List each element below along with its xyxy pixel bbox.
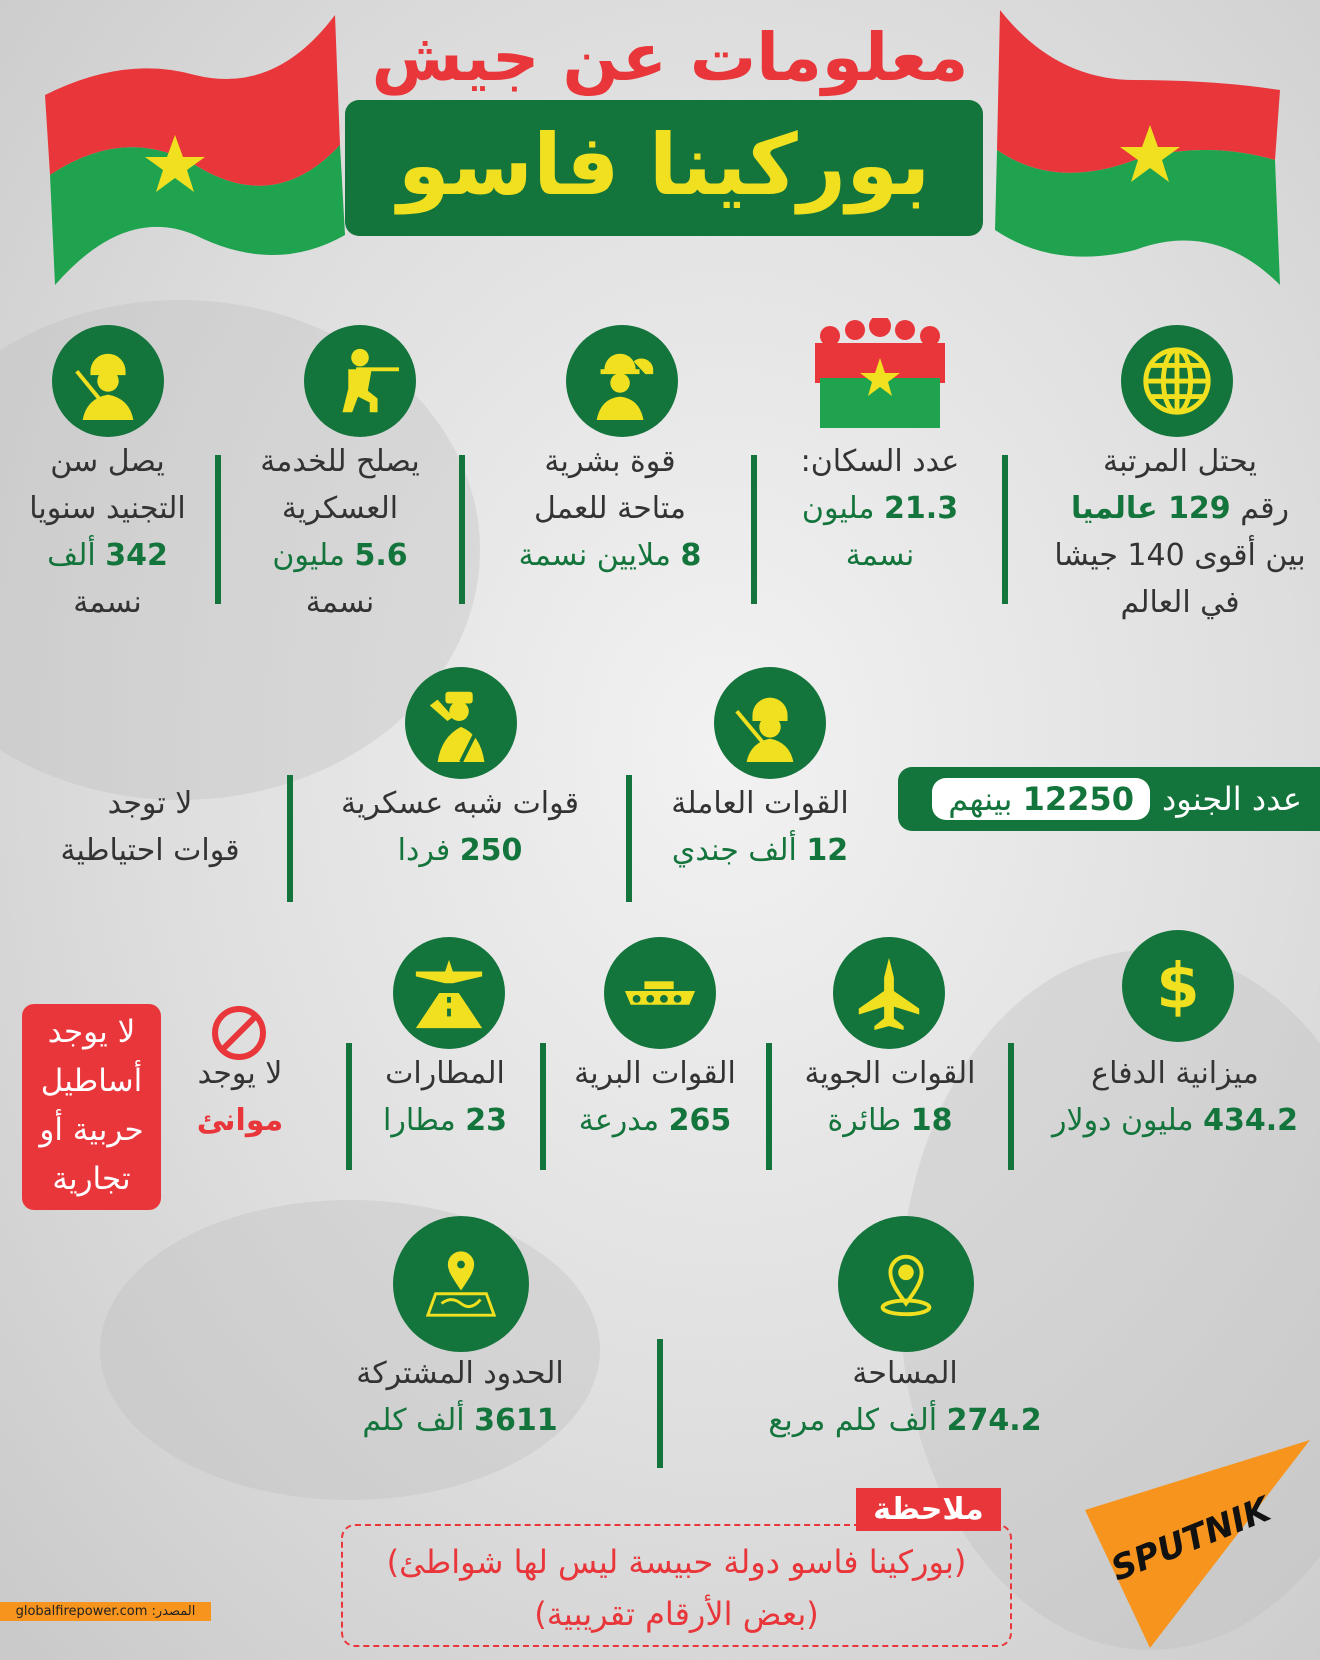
soldiers-value: 12250 — [1022, 780, 1134, 818]
burkina-faso-flag-left — [45, 15, 345, 285]
fleet-line: حربية أو — [39, 1112, 144, 1148]
fit-label-2: العسكرية — [281, 491, 399, 526]
note-box — [341, 1524, 1012, 1647]
paramilitary-stat — [300, 780, 620, 874]
area-stat — [740, 1350, 1070, 1444]
airports-value: 23 — [465, 1103, 507, 1138]
manpower-stat — [470, 438, 750, 579]
divider — [751, 455, 757, 604]
paramilitary-unit: فردا — [397, 833, 460, 868]
armored-vehicle-icon — [604, 937, 716, 1049]
rank-label: يحتل المرتبة — [1103, 444, 1257, 479]
rank-value: 129 عالميا — [1070, 491, 1231, 526]
conscription-unit-2: نسمة — [73, 585, 142, 620]
area-unit: ألف كلم مربع — [768, 1403, 947, 1438]
workers-icon — [566, 325, 678, 437]
fit-for-service-stat — [225, 438, 455, 626]
saluting-soldier-icon — [405, 667, 517, 779]
conscription-label-2: التجنيد سنويا — [29, 491, 186, 526]
divider — [215, 455, 221, 604]
manpower-value: 8 — [680, 538, 702, 573]
divider — [626, 775, 632, 902]
rank-prefix: رقم — [1230, 491, 1290, 526]
borders-value: 3611 — [474, 1403, 558, 1438]
defense-budget-stat — [1030, 1050, 1320, 1144]
divider — [540, 1043, 546, 1170]
airport-icon — [393, 937, 505, 1049]
fleet-line: تجارية — [52, 1161, 131, 1197]
fighter-jet-icon — [833, 937, 945, 1049]
land-forces-stat — [555, 1050, 755, 1144]
paramilitary-label: قوات شبه عسكرية — [341, 786, 579, 821]
fleet-line: لا يوجد — [47, 1014, 136, 1050]
fleet-line: أساطيل — [40, 1063, 143, 1099]
divider — [1002, 455, 1008, 604]
population-stat — [760, 438, 1000, 579]
conscription-unit: ألف — [47, 538, 106, 573]
conscription-value: 342 — [105, 538, 168, 573]
dollar-icon — [1122, 930, 1234, 1042]
population-value: 21.3 — [884, 491, 959, 526]
land-forces-value: 265 — [668, 1103, 732, 1138]
rank-stat — [1030, 438, 1320, 626]
source-label: المصدر: — [151, 1604, 196, 1619]
divider — [459, 455, 465, 604]
fit-unit-2: نسمة — [305, 585, 375, 620]
soldiers-label: عدد الجنود — [1161, 780, 1302, 818]
helmet-soldier-icon — [714, 667, 826, 779]
borders-stat — [310, 1350, 610, 1444]
rank-detail: بين أقوى 140 جيشا — [1054, 538, 1306, 573]
sputnik-logo — [1085, 1440, 1320, 1650]
reserve-label-2: قوات احتياطية — [60, 833, 240, 868]
population-unit: مليون — [801, 491, 885, 526]
airports-label: المطارات — [385, 1056, 505, 1091]
note-line-1: (بوركينا فاسو دولة حبيسة ليس لها شواطئ) — [386, 1543, 967, 1581]
manpower-label: قوة بشرية — [544, 444, 676, 479]
active-forces-value: 12 — [806, 833, 849, 868]
note-line-2: (بعض الأرقام تقريبية) — [534, 1595, 819, 1633]
airports-unit: مطارا — [383, 1103, 466, 1138]
budget-unit: مليون دولار — [1051, 1103, 1204, 1138]
divider — [1008, 1043, 1014, 1170]
land-forces-label: القوات البرية — [574, 1056, 736, 1091]
air-force-unit: طائرة — [827, 1103, 911, 1138]
source-value: globalfirepower.com — [15, 1604, 148, 1619]
soldier-icon — [52, 325, 164, 437]
budget-label: ميزانية الدفاع — [1091, 1056, 1259, 1091]
svg-text:$: $ — [1156, 949, 1200, 1023]
sputnik-logo-text: SPUTNIK — [1105, 1489, 1277, 1590]
country-title: بوركينا فاسو — [345, 100, 983, 236]
paramilitary-value: 250 — [459, 833, 523, 868]
ports-stat — [180, 1050, 300, 1144]
reserve-stat — [30, 780, 270, 874]
globe-icon — [1121, 325, 1233, 437]
rank-detail-2: في العالم — [1120, 585, 1240, 620]
reserve-label: لا توجد — [107, 786, 193, 821]
note-label: ملاحظة — [856, 1488, 1001, 1531]
air-force-value: 18 — [910, 1103, 953, 1138]
location-pin-icon — [838, 1216, 974, 1352]
divider — [657, 1339, 663, 1468]
active-forces-stat — [640, 780, 880, 874]
area-value: 274.2 — [946, 1403, 1042, 1438]
area-label: المساحة — [852, 1356, 958, 1391]
burkina-faso-flag-right — [995, 10, 1290, 285]
population-unit-2: نسمة — [845, 538, 915, 573]
population-label: عدد السكان: — [800, 444, 960, 479]
divider — [287, 775, 293, 902]
soldiers-count-banner — [898, 767, 1320, 831]
air-force-label: القوات الجوية — [804, 1056, 976, 1091]
active-forces-label: القوات العاملة — [671, 786, 849, 821]
soldiers-suffix: بينهم — [948, 780, 1013, 818]
manpower-label-2: متاحة للعمل — [533, 491, 687, 526]
kneeling-soldier-icon — [304, 325, 416, 437]
ports-value: موانئ — [196, 1103, 284, 1138]
conscription-label: يصل سن — [50, 444, 165, 479]
borders-unit: ألف كلم — [362, 1403, 475, 1438]
fit-label: يصلح للخدمة — [260, 444, 420, 479]
ports-label: لا يوجد — [197, 1056, 283, 1091]
source-tag — [0, 1602, 211, 1621]
land-forces-unit: مدرعة — [578, 1103, 669, 1138]
budget-value: 434.2 — [1203, 1103, 1298, 1138]
manpower-unit: ملايين نسمة — [518, 538, 681, 573]
divider — [766, 1043, 772, 1170]
fleet-box — [22, 1004, 161, 1210]
airports-stat — [360, 1050, 530, 1144]
conscription-stat — [5, 438, 210, 626]
population-icon — [810, 318, 950, 433]
map-border-icon — [393, 1216, 529, 1352]
fit-value: 5.6 — [354, 538, 408, 573]
page-title: معلومات عن جيش — [371, 19, 969, 96]
active-forces-unit: ألف جندي — [671, 833, 807, 868]
fit-unit: مليون — [272, 538, 355, 573]
borders-label: الحدود المشتركة — [356, 1356, 564, 1391]
air-force-stat — [780, 1050, 1000, 1144]
divider — [346, 1043, 352, 1170]
